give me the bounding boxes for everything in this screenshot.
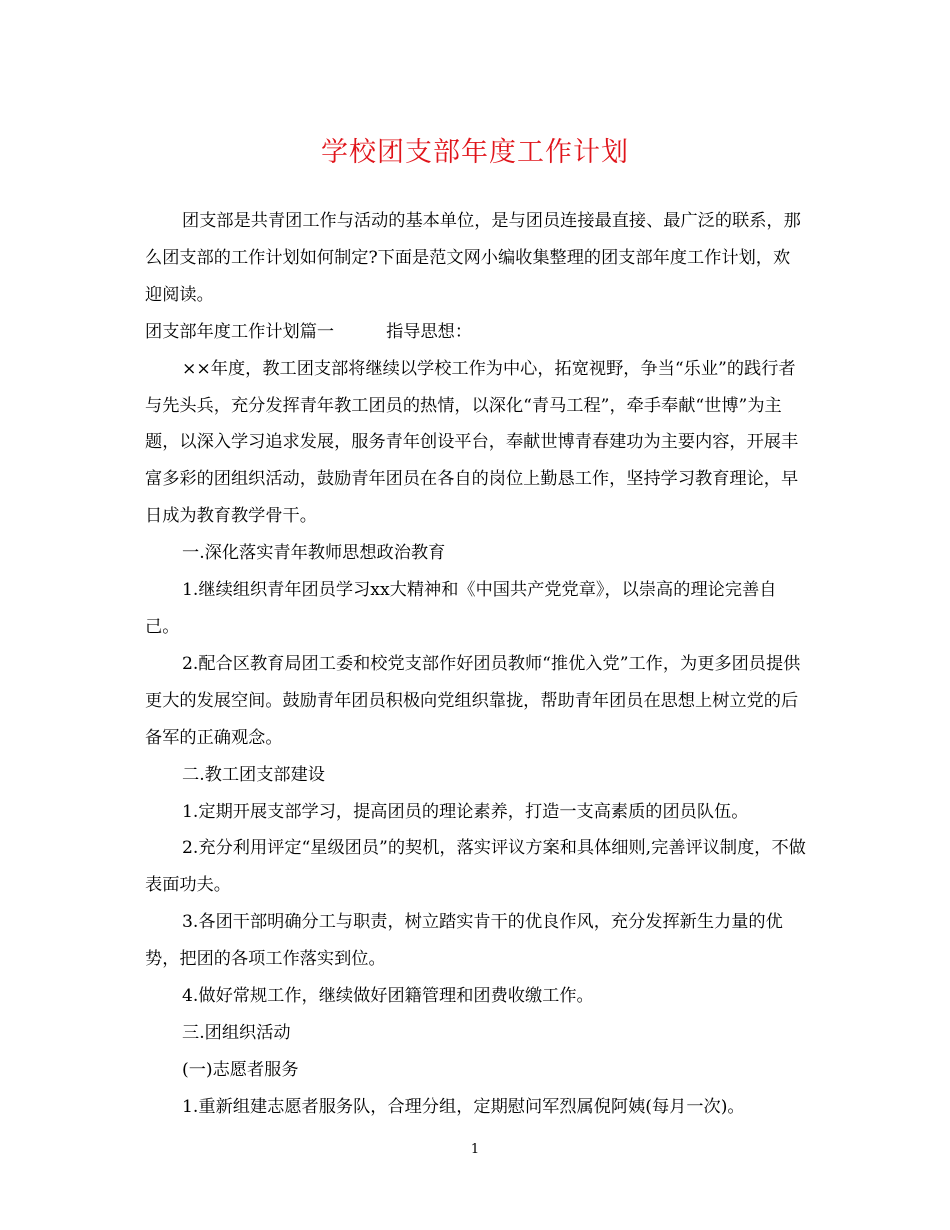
document-title: 学校团支部年度工作计划 bbox=[321, 137, 629, 168]
section1-item-1: 1.继续组织青年团员学习xx大精神和《中国共产党党章》，以崇高的理论完善自己。 bbox=[145, 580, 777, 637]
intro-paragraph: 团支部是共青团工作与活动的基本单位，是与团员连接最直接、最广泛的联系，那么团支部的工作计划如何制定?下面是范文网小编收集整理的团支部年度工作计划，欢迎阅读。 bbox=[145, 211, 801, 305]
guiding-paragraph: ××年度，教工团支部将继续以学校工作为中心，拓宽视野，争当“乐业”的践行者与先头兵，充分发挥青年教工团员的热情，以深化“青马工程”，牵手奉献“世博”为主题，以深入学习追求发展，服务青年创设平台，奉献世博青春建功为主要内容，开展丰富多彩的团组织活动，鼓励青年团员在各自的岗位上勤恳工作，坚持学习教育理论，早日成为教育教学骨干。 bbox=[145, 358, 799, 527]
section1-heading: 一.深化落实青年教师思想政治教育 bbox=[182, 543, 446, 564]
guiding-heading: 指导思想： bbox=[386, 321, 473, 342]
subsection1-item-1: 1.重新组建志愿者服务队，合理分组，定期慰问军烈属倪阿姨(每月一次)。 bbox=[182, 1096, 745, 1117]
section2-item-4: 4.做好常规工作，继续做好团籍管理和团费收缴工作。 bbox=[182, 986, 594, 1007]
part-heading: 团支部年度工作计划篇一 bbox=[145, 321, 335, 342]
section2-item-3: 3.各团干部明确分工与职责，树立踏实肯干的优良作风，充分发挥新生力量的优势，把团的各项工作落实到位。 bbox=[145, 912, 783, 970]
section3-heading: 三.团组织活动 bbox=[182, 1022, 291, 1043]
subsection1-heading: (一)志愿者服务 bbox=[182, 1059, 299, 1080]
part-heading-line bbox=[145, 314, 807, 351]
section1-item-2: 2.配合区教育局团工委和校党支部作好团员教师“推优入党”工作，为更多团员提供更大的发展空间。鼓励青年团员积极向党组织靠拢，帮助青年团员在思想上树立党的后备军的正确观念。 bbox=[145, 653, 801, 748]
page-number: 1 bbox=[470, 1142, 480, 1157]
section2-item-2: 2.充分利用评定“星级团员”的契机，落实评议方案和具体细则,完善评议制度，不做表面功夫。 bbox=[145, 838, 806, 896]
section2-heading: 二.教工团支部建设 bbox=[182, 764, 325, 785]
document-body bbox=[145, 203, 807, 1126]
section2-item-1: 1.定期开展支部学习，提高团员的理论素养，打造一支高素质的团员队伍。 bbox=[182, 801, 749, 822]
